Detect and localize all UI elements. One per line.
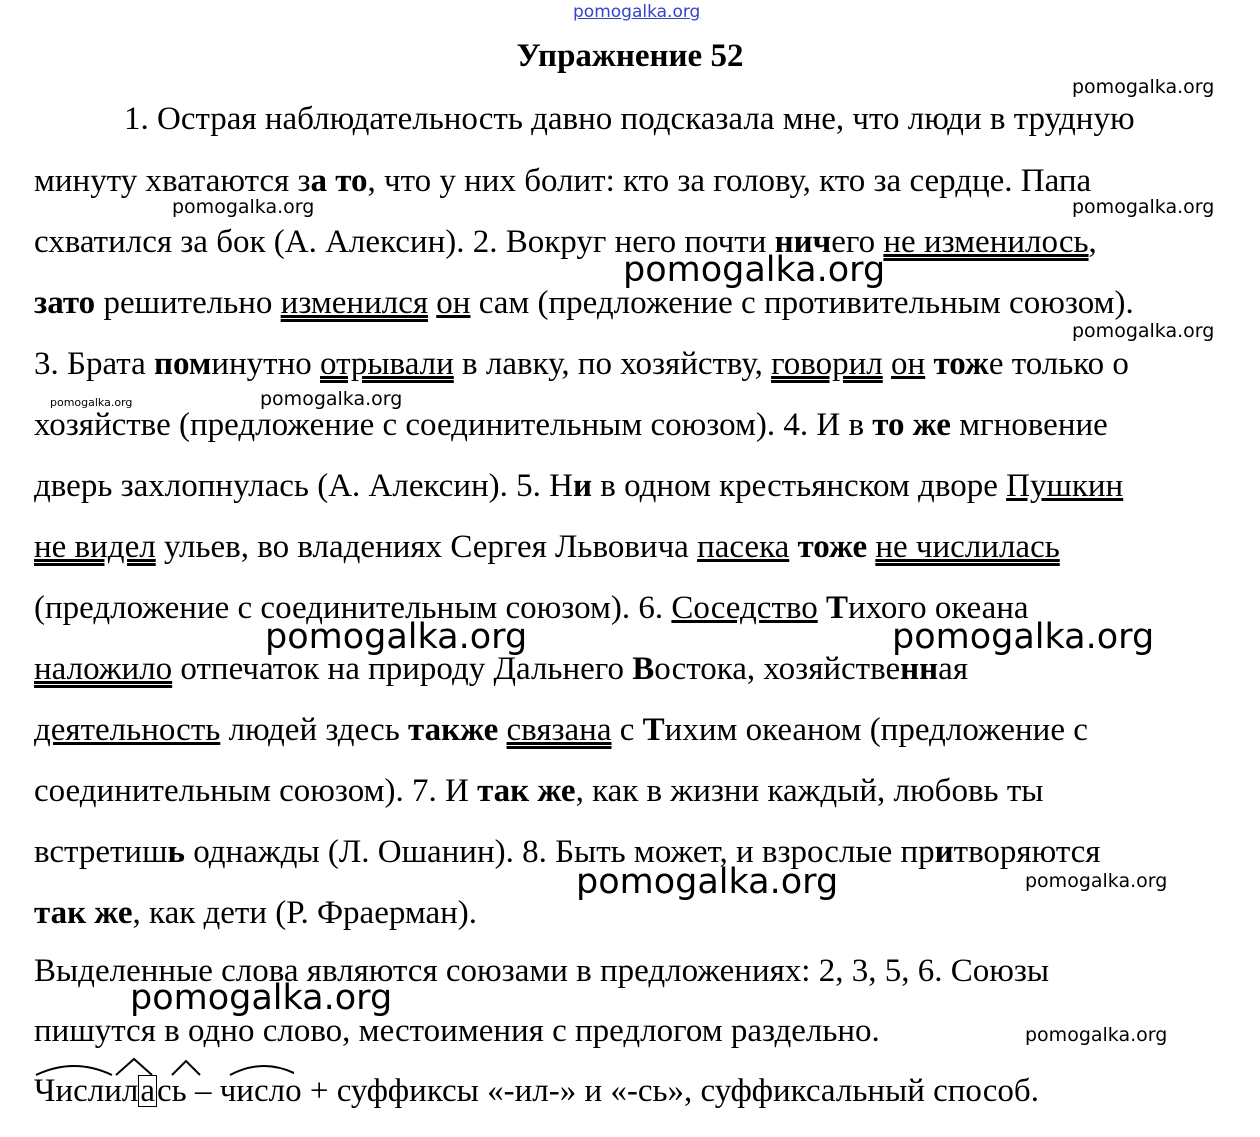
text-segment: однажды (Л. Ошанин). 8. Быть может, и взрослые пр: [184, 834, 935, 870]
bold-fragment: так же: [477, 773, 576, 809]
bold-fragment: а то: [310, 163, 368, 199]
watermark: pomogalka.org: [260, 388, 403, 410]
text-segment: [498, 712, 506, 748]
subject: Пушкин: [1006, 468, 1124, 504]
text-segment: 1. Острая наблюдательность давно подсказала мне, что люди в трудную: [124, 101, 1135, 137]
text-segment: 3. Брата: [34, 346, 154, 382]
predicate: не изменилось: [883, 224, 1089, 260]
watermark-top-link[interactable]: pomogalka.org: [573, 2, 701, 22]
text-line-4: [34, 284, 1134, 322]
text-segment: инутно: [211, 346, 320, 382]
text-line-15: [34, 952, 1049, 990]
predicate: отрывали: [320, 346, 454, 382]
text-segment: ,: [1088, 224, 1097, 260]
text-segment: его: [831, 224, 884, 260]
text-segment: е только о: [988, 346, 1129, 382]
text-segment: ихого океана: [847, 590, 1029, 626]
subject: Соседство: [671, 590, 818, 626]
watermark: pomogalka.org: [172, 196, 315, 218]
predicate: связана: [506, 712, 612, 748]
text-segment: ульев, во владениях Сергея Львовича: [155, 529, 698, 565]
text-segment: мгновение: [950, 407, 1108, 443]
text-line-14: [34, 894, 477, 932]
bold-fragment: тож: [933, 346, 989, 382]
subject: он: [436, 285, 471, 321]
text-segment: дверь захлопнулась (А. Алексин). 5. Н: [34, 468, 573, 504]
watermark: pomogalka.org: [1072, 196, 1215, 218]
exercise-title: Упражнение 52: [516, 38, 744, 74]
predicate: не числилась: [875, 529, 1060, 565]
text-segment: людей здесь: [220, 712, 408, 748]
subject: он: [891, 346, 926, 382]
text-segment: Выделенные слова являются союзами в предложениях: 2, 3, 5, 6. Союзы: [34, 953, 1050, 989]
text-line-7: [34, 467, 1123, 505]
text-segment: в одном крестьянском дворе: [592, 468, 1007, 504]
text-line-3: [34, 223, 1097, 261]
predicate: говорил: [771, 346, 883, 382]
bold-fragment: и: [572, 468, 592, 504]
text-segment: , что у них болит: кто за голову, кто за сердце. Папа: [367, 163, 1092, 199]
text-segment: сь – число + суффиксы «-ил-» и «-сь», суффиксальный способ.: [157, 1073, 1039, 1109]
watermark: pomogalka.org: [50, 396, 133, 409]
text-segment: Числил: [34, 1073, 139, 1109]
text-line-13: [34, 833, 1100, 871]
bold-fragment: также: [408, 712, 499, 748]
text-segment: , как в жизни каждый, любовь ты: [575, 773, 1044, 809]
text-segment: [818, 590, 826, 626]
bold-fragment: зато: [34, 285, 96, 321]
text-segment: творяются: [953, 834, 1101, 870]
watermark: pomogalka.org: [1025, 870, 1168, 892]
predicate: изменился: [280, 285, 429, 321]
text-line-12: [34, 772, 1043, 810]
bold-fragment: так же: [34, 895, 133, 931]
text-segment: встретиш: [34, 834, 168, 870]
text-segment: сам (предложение с противительным союзом).: [470, 285, 1134, 321]
watermark-large: pomogalka.org: [623, 250, 886, 290]
bold-fragment: то же: [872, 407, 951, 443]
bold-fragment: и: [934, 834, 954, 870]
bold-fragment: нн: [900, 651, 939, 687]
bold-fragment: В: [632, 651, 655, 687]
text-segment: с: [611, 712, 643, 748]
text-segment: , как дети (Р. Фраерман).: [132, 895, 478, 931]
text-segment: соединительным союзом). 7. И: [34, 773, 478, 809]
bold-fragment: Т: [825, 590, 848, 626]
text-segment: минуту хватаются з: [34, 163, 311, 199]
subject: пасека: [697, 529, 790, 565]
bold-fragment: пом: [153, 346, 212, 382]
text-segment: в лавку, по хозяйству,: [453, 346, 772, 382]
text-segment: схватился за бок (А. Алексин). 2. Вокруг него почти: [34, 224, 775, 260]
text-line-16: [34, 1012, 880, 1050]
watermark-large: pomogalka.org: [892, 617, 1155, 657]
text-line-6: [34, 406, 1108, 444]
text-line-11: [34, 711, 1088, 749]
bold-fragment: Т: [642, 712, 665, 748]
bold-fragment: ь: [167, 834, 185, 870]
text-segment: решительно: [95, 285, 281, 321]
text-segment: отпечаток на природу Дальнего: [172, 651, 633, 687]
watermark: pomogalka.org: [1025, 1024, 1168, 1046]
watermark-large: pomogalka.org: [130, 978, 393, 1018]
text-line-17: [34, 1072, 1039, 1110]
subject: деятельность: [34, 712, 221, 748]
text-line-10: [34, 650, 968, 688]
watermark: pomogalka.org: [1072, 76, 1215, 98]
text-segment: [883, 346, 891, 382]
text-segment: остока, хозяйстве: [654, 651, 901, 687]
text-segment: [789, 529, 797, 565]
text-segment: хозяйстве (предложение с соединительным союзом). 4. И в: [34, 407, 873, 443]
text-line-8: [34, 528, 1060, 566]
watermark-large: pomogalka.org: [576, 862, 839, 902]
watermark: pomogalka.org: [1072, 320, 1215, 342]
predicate: не видел: [34, 529, 156, 565]
text-line-2: [34, 162, 1091, 200]
text-segment: ая: [938, 651, 968, 687]
bold-fragment: тоже: [797, 529, 868, 565]
watermark-large: pomogalka.org: [265, 617, 528, 657]
ending-box: а: [140, 1073, 156, 1109]
predicate: наложило: [34, 651, 173, 687]
text-line-9: [34, 589, 1029, 627]
text-segment: ихим океаном (предложение с: [664, 712, 1088, 748]
bold-fragment: нич: [774, 224, 832, 260]
text-line-5: [34, 345, 1129, 383]
text-line-1: [124, 100, 1135, 138]
text-segment: пишутся в одно слово, местоимения с предлогом раздельно.: [34, 1013, 880, 1049]
text-segment: (предложение с соединительным союзом). 6.: [34, 590, 672, 626]
